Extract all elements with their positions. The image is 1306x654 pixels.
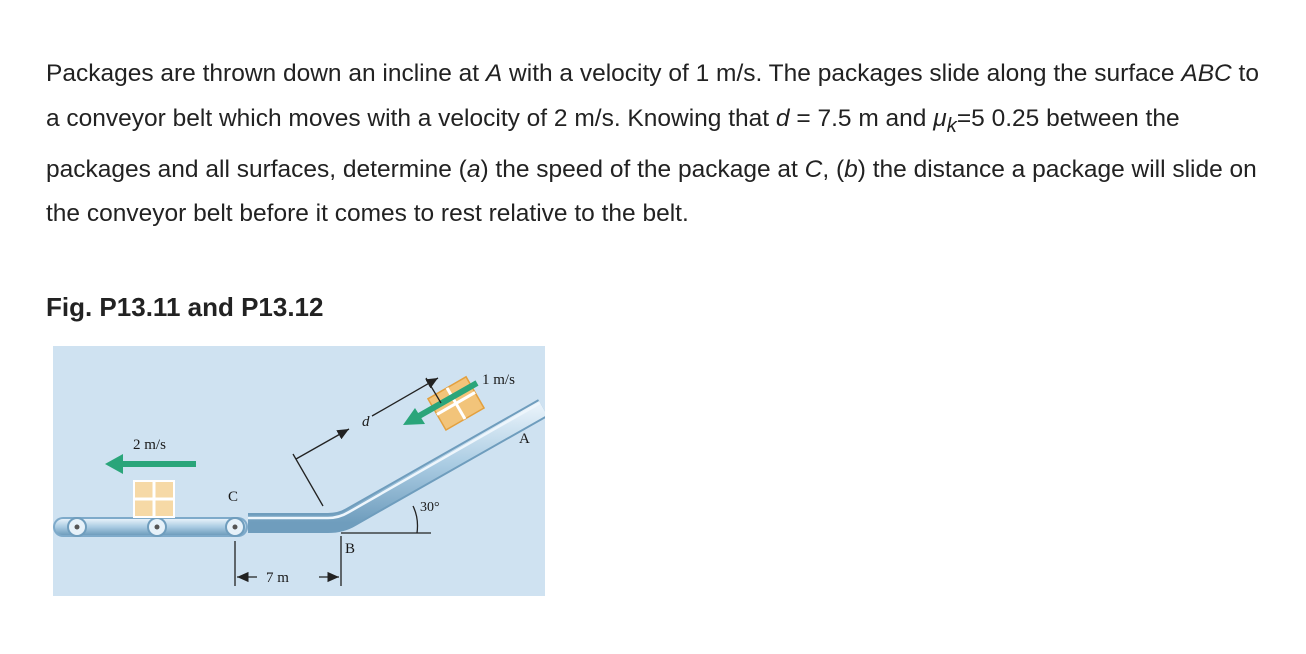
label-velocity-belt: 2 m/s (133, 437, 166, 453)
label-point-a: A (519, 431, 530, 447)
label-point-b: B (345, 541, 356, 557)
belt-velocity-arrow (105, 454, 196, 474)
label-angle: 30° (420, 500, 440, 515)
conveyor-belt (53, 517, 248, 537)
label-velocity-top: 1 m/s (482, 372, 515, 388)
package-on-belt (134, 481, 174, 517)
figure-conveyor-diagram (53, 346, 545, 596)
figure-caption: Fig. P13.11 and P13.12 (46, 292, 324, 322)
label-d: d (362, 414, 370, 430)
label-point-c: C (228, 489, 239, 505)
label-dist: 7 m (266, 570, 289, 586)
diagram-svg (53, 346, 545, 596)
problem-statement: Packages are thrown down an incline at A with a velocity of 1 m/s. The packages slide along the surface ABC to a conveyor belt which moves with a velocity of 2 m/s. Knowing that d = 7.5 m and $\mu_k=5$ 0.25 between the packages and all surfaces, determine (a) the speed of the package at C, (b) the distance a package will slide on the conveyor belt before it comes to rest relative to the belt. (46, 60, 1259, 228)
